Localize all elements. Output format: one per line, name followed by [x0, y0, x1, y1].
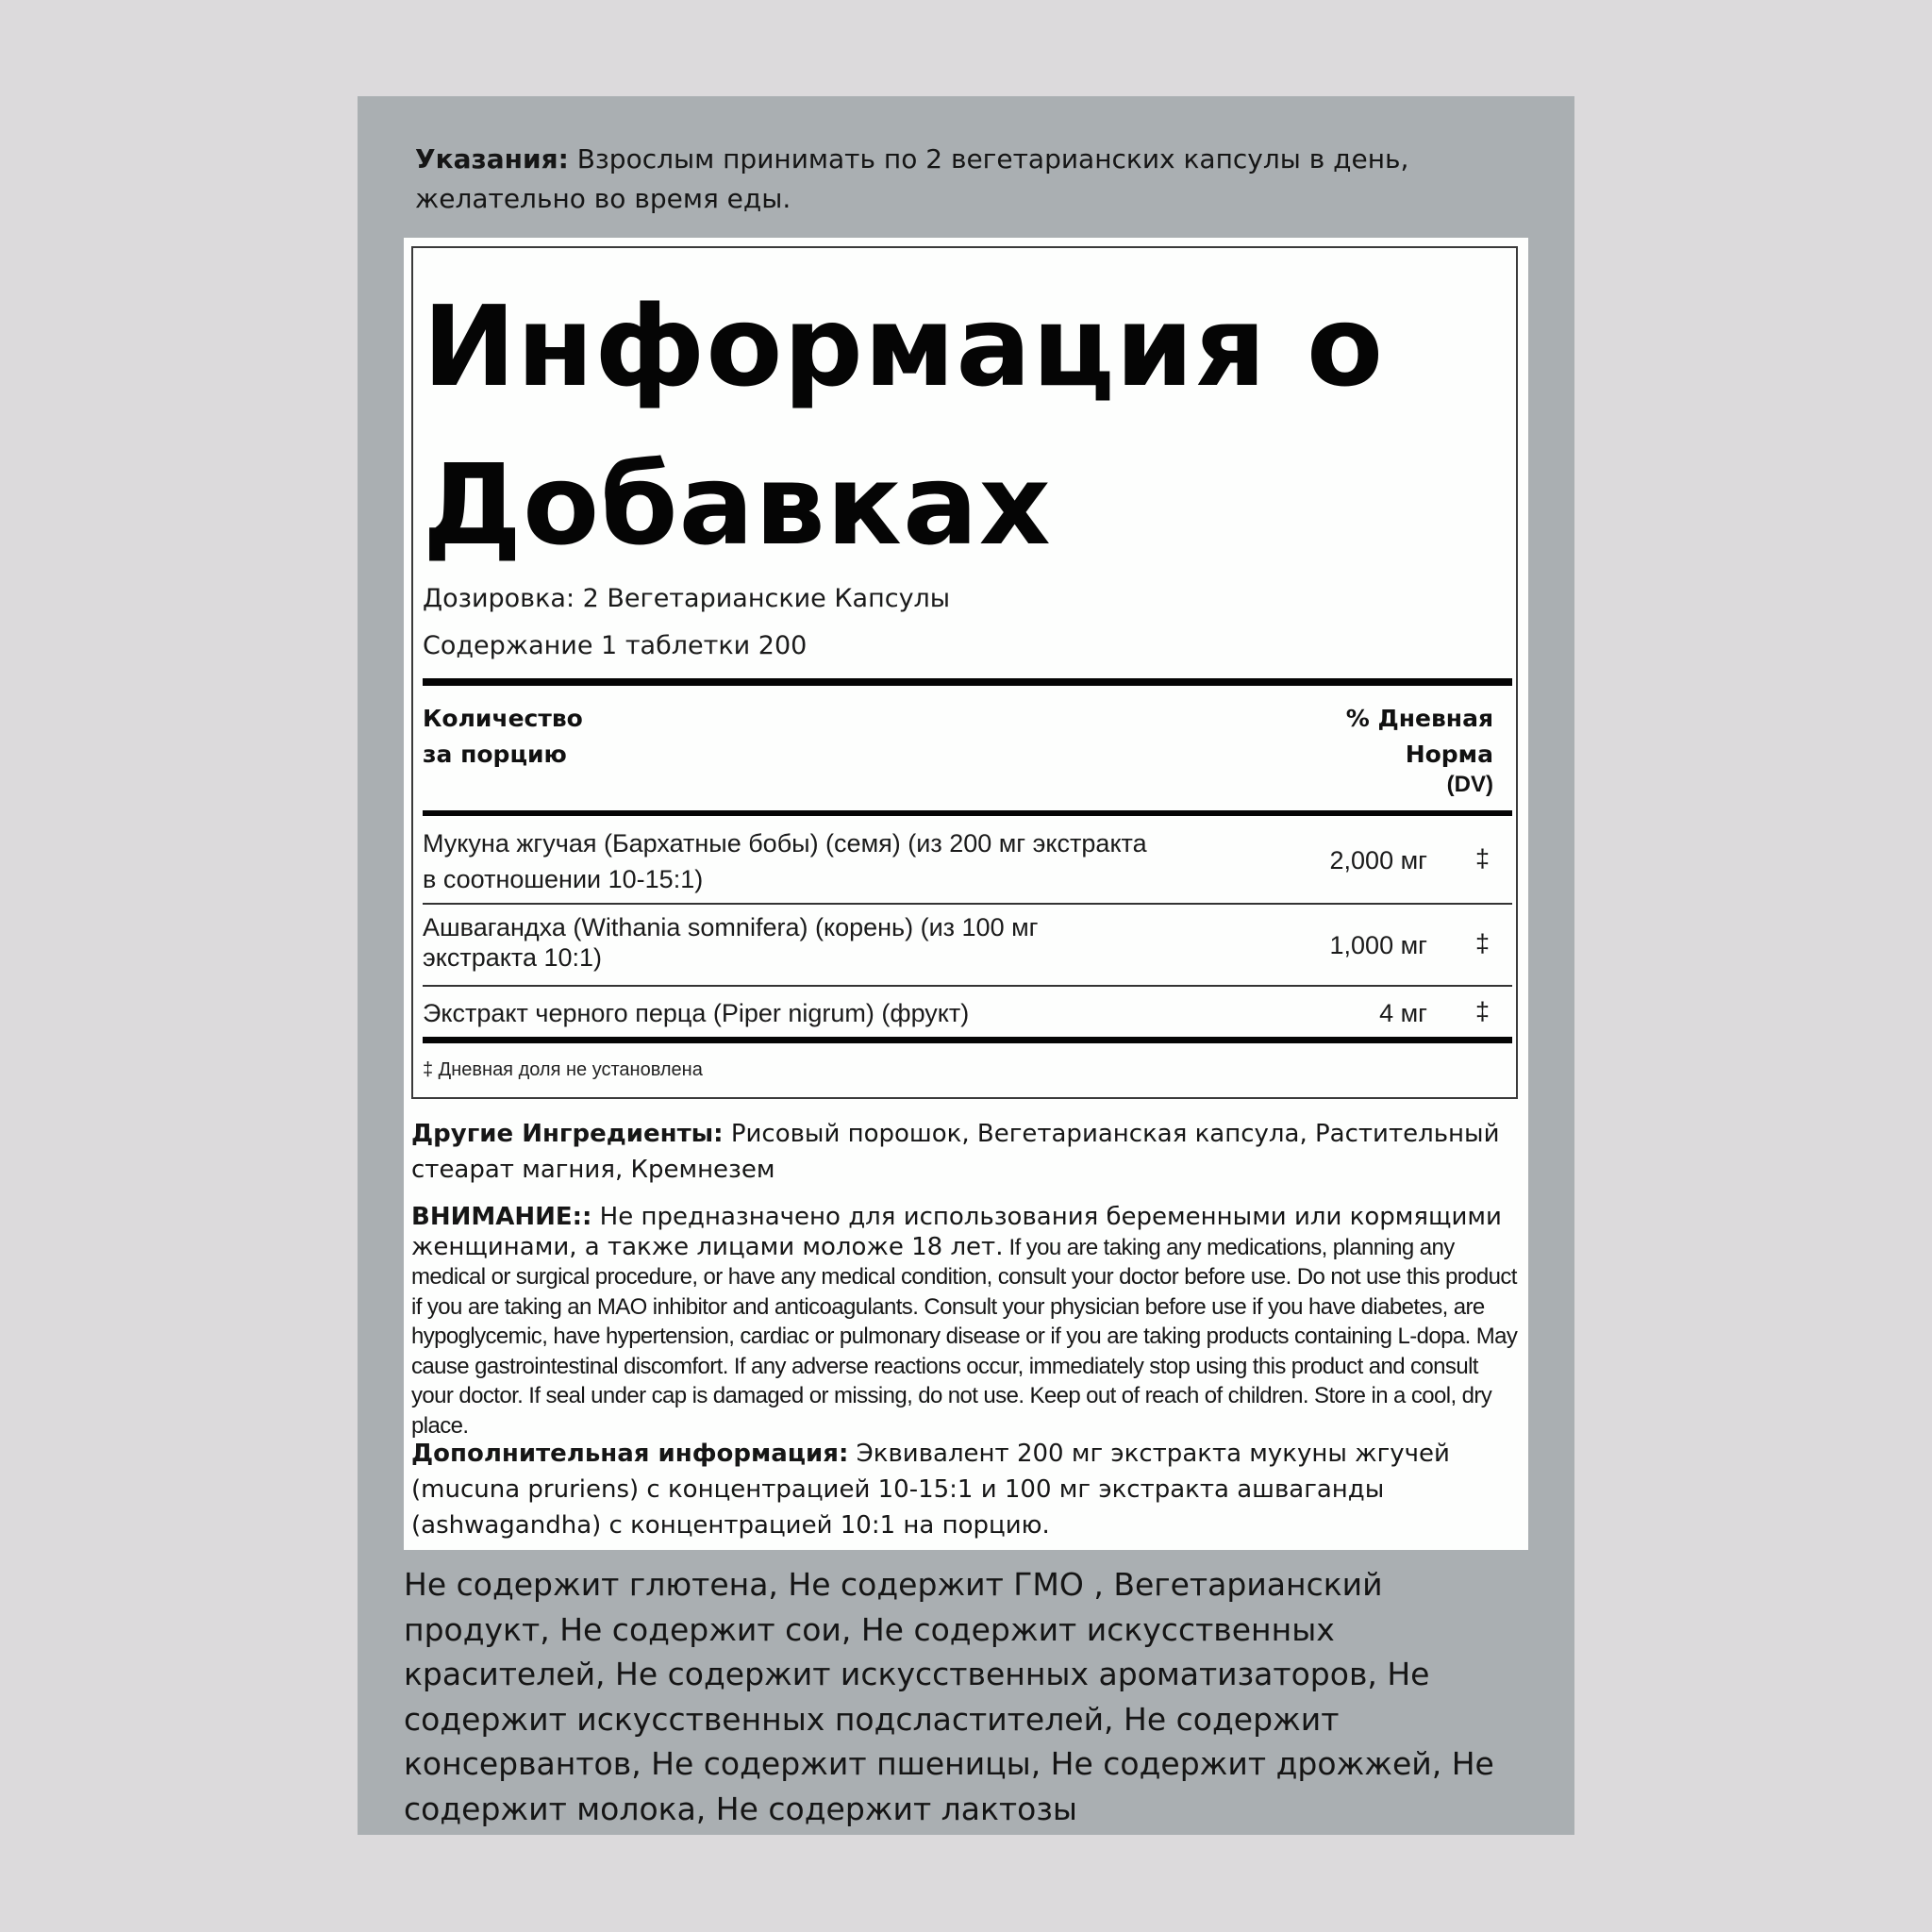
- table-row: [423, 995, 1512, 1037]
- supplement-facts-box: [411, 246, 1518, 1099]
- supplement-facts-title: Информация о Добавках: [423, 281, 1385, 570]
- warning-text-ru: Не предназначено для использования беременными или кормящими женщинами, а также лицами моложе 18 лет.: [411, 1203, 1502, 1261]
- serving-size: Дозировка: 2 Вегетарианские Капсулы: [423, 584, 951, 613]
- thin-rule: [423, 903, 1512, 905]
- other-ingredients: [411, 1116, 1524, 1188]
- dv-header-line1: % Дневная: [1345, 705, 1493, 732]
- ingredient-dv: ‡: [1474, 844, 1490, 873]
- amount-header-line2: за порцию: [423, 741, 567, 768]
- amount-per-serving-header: [423, 701, 583, 773]
- directions-label: Указания:: [415, 143, 569, 175]
- ingredient-amount: 2,000 мг: [1329, 846, 1427, 874]
- free-from-claims: Не содержит глютена, Не содержит ГМО , Вегетарианский продукт, Не содержит сои, Не содержит искусственных красителей, Не содержит искусственных ароматизаторов, Не содержит искусственных подсластителей, Не содержит консервантов, Не содержит пшеницы, Не содержит дрожжей, Не содержит молока, Не содержит лактозы: [404, 1566, 1494, 1827]
- thick-rule: [423, 1037, 1512, 1043]
- amount-header-line1: Количество: [423, 705, 583, 732]
- ingredient-dv: ‡: [1474, 929, 1490, 958]
- dv-header-line3: (DV): [1446, 772, 1493, 797]
- dv-header-line2: Норма: [1405, 741, 1493, 768]
- servings-per-container: Содержание 1 таблетки 200: [423, 631, 808, 660]
- additional-info-text: Эквивалент 200 мг экстракта мукуны жгучей (mucuna pruriens) с концентрацией 10-15:1 и 100 мг экстракта ашваганды (ashwagandha) с концентрацией 10:1 на порцию.: [411, 1440, 1450, 1540]
- warning: [411, 1203, 1524, 1441]
- thick-rule: [423, 678, 1512, 686]
- other-ingredients-text: Рисовый порошок, Вегетарианская капсула, Растительный стеарат магния, Кремнезем: [411, 1120, 1500, 1184]
- dv-footnote: ‡ Дневная доля не установлена: [423, 1059, 703, 1080]
- table-row: [423, 912, 1512, 984]
- daily-value-header: [1346, 701, 1493, 797]
- thick-rule: [423, 810, 1512, 816]
- other-ingredients-label: Другие Ингредиенты:: [411, 1120, 724, 1148]
- warning-label: ВНИМАНИЕ::: [411, 1203, 592, 1231]
- ingredient-amount: 4 мг: [1379, 999, 1427, 1027]
- ingredient-dv: ‡: [1474, 997, 1490, 1025]
- warning-text-en: If you are taking any medications, planning any medical or surgical procedure, or have any medical condition, consult your doctor before use. Do not use this product if you are taking an MAO inhibitor and anticoagulants. Consult your physician before use if you have diabetes, are hypoglycemic, have hypertension, cardiac or pulmonary disease or if you are taking products containing L-dopa. May cause gastrointestinal discomfort. If any adverse reactions occur, immediately stop using this product and consult your doctor. If seal under cap is damaged or missing, do not use. Keep out of reach of children. Store in a cool, dry place.: [411, 1234, 1518, 1439]
- additional-info: [411, 1436, 1524, 1543]
- directions-text: Взрослым принимать по 2 вегетарианских капсулы в день, желательно во время еды.: [415, 143, 1409, 214]
- ingredient-name: Мукуна жгучая (Бархатные бобы) (семя) (из 200 мг экстракта в соотношении 10-15:1): [423, 829, 1147, 893]
- ingredient-name: Ашвагандха (Withania somnifera) (корень) (из 100 мг экстракта 10:1): [423, 913, 1039, 972]
- table-row: [423, 825, 1512, 901]
- additional-info-label: Дополнительная информация:: [411, 1440, 849, 1468]
- ingredient-amount: 1,000 мг: [1329, 931, 1427, 959]
- thin-rule: [423, 985, 1512, 987]
- directions: [415, 140, 1472, 219]
- ingredient-name: Экстракт черного перца (Piper nigrum) (фрукт): [423, 999, 970, 1027]
